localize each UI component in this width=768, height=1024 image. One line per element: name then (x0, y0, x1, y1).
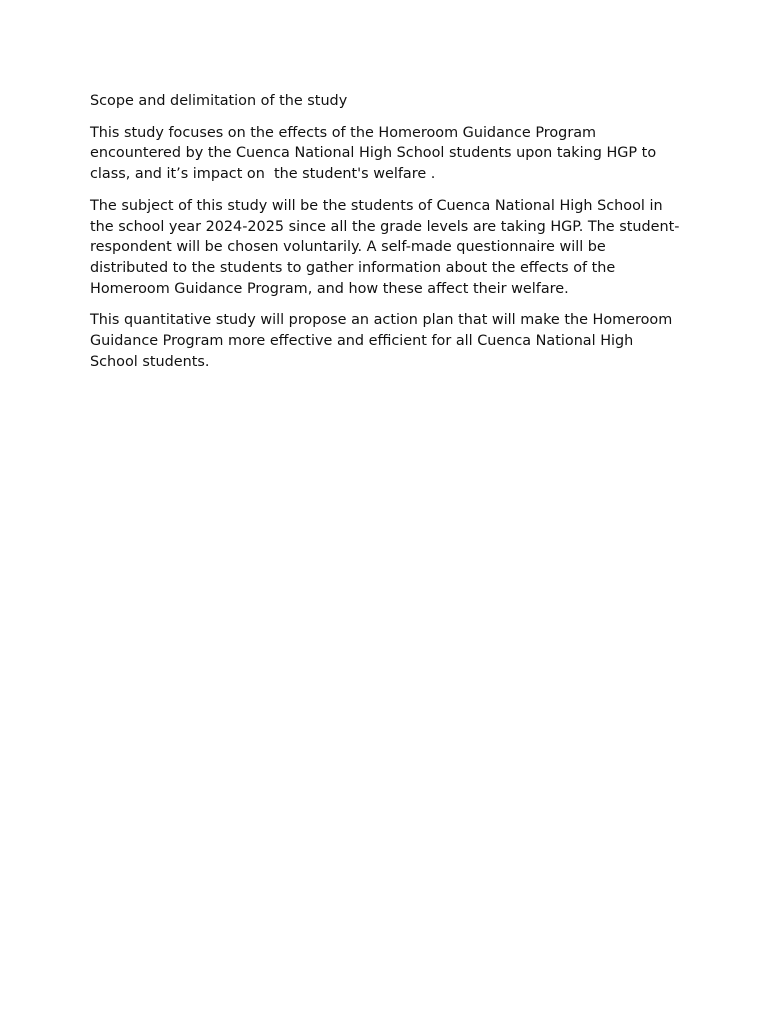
paragraph-focus: This study focuses on the effects of the Homeroom Guidance Program encountered by the Cuenca National High School students upon taking HGP to class, and it’s impact on the student's welfare . (90, 124, 661, 183)
section-heading: Scope and delimitation of the study (90, 93, 348, 109)
paragraph-action-plan: This quantitative study will propose an action plan that will make the Homeroom Guidance Program more effective and efficient for all Cuenca National High School students. (90, 312, 677, 370)
document-body (90, 91, 680, 383)
paragraph-subject: The subject of this study will be the students of Cuenca National High School in the school year 2024-2025 since all the grade levels are taking HGP. The student-respondent will be chosen voluntarily. A self-made questionnaire will be distributed to the students to gather information about the effects of the Homeroom Guidance Program, and how these affect their welfare. (90, 197, 680, 297)
